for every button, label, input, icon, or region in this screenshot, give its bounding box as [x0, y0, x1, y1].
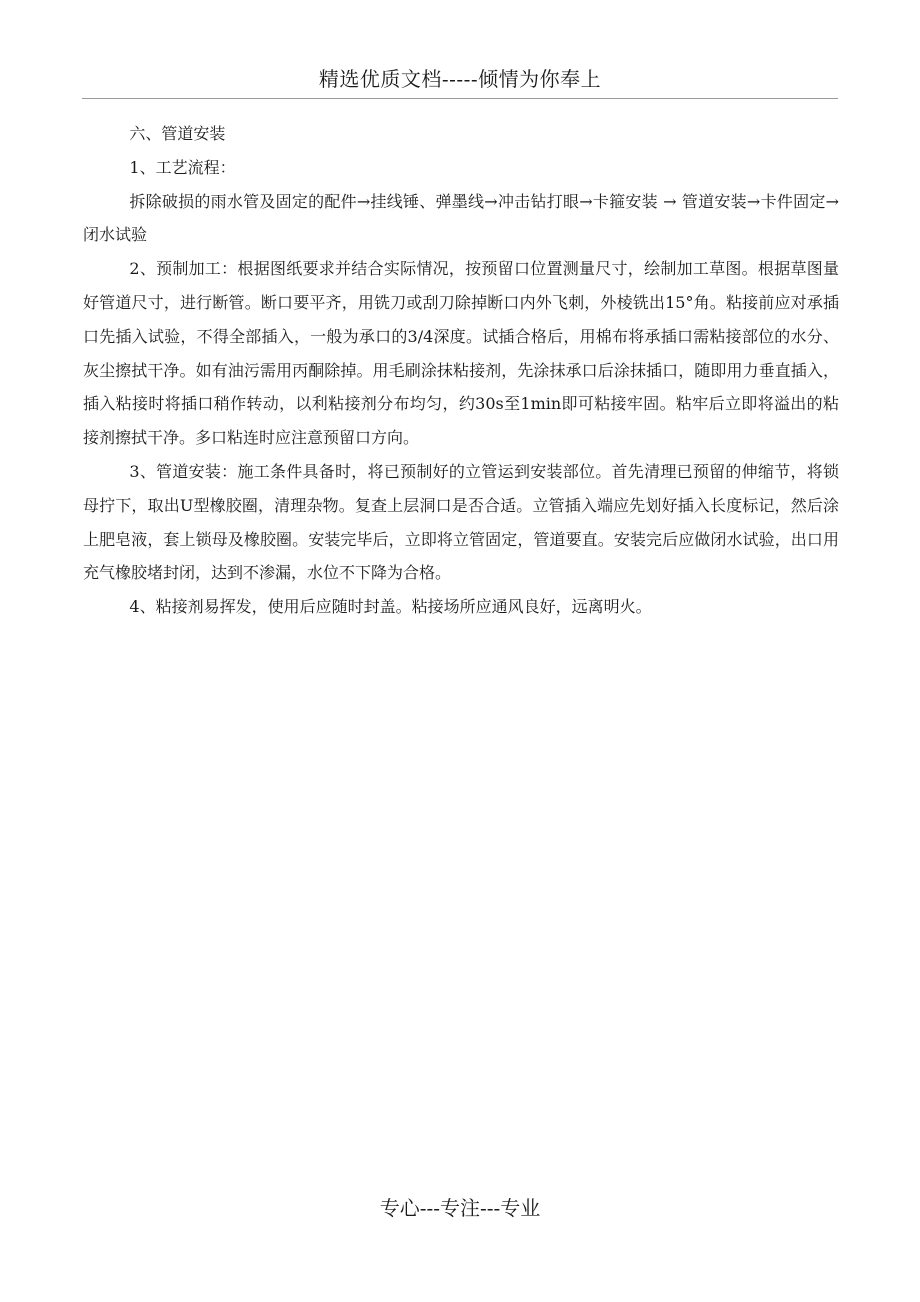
paragraph-pipe-installation: 3、管道安装：施工条件具备时，将已预制好的立管运到安装部位。首先清理已预留的伸缩节，将锁母拧下，取出U型橡胶圈，清理杂物。复查上层洞口是否合适。立管插入端应先划好插入长度标记，然后涂上肥皂液，套上锁母及橡胶圈。安装完毕后，立即将立管固定，管道要直。安装完后应做闭水试验，出口用充气橡胶堵封闭，达到不渗漏，水位不下降为合格。: [83, 461, 839, 583]
paragraph-prefabrication: 2、预制加工：根据图纸要求并结合实际情况，按预留口位置测量尺寸，绘制加工草图。根据草图量好管道尺寸，进行断管。断口要平齐，用铣刀或刮刀除掉断口内外飞刺，外棱铣出15°角。粘接前应对承插口先插入试验，不得全部插入，一般为承口的3/4深度。试插合格后，用棉布将承插口需粘接部位的水分、灰尘擦拭干净。如有油污需用丙酮除掉。用毛刷涂抹粘接剂，先涂抹承口后涂抹插口，随即用力垂直插入，插入粘接时将插口稍作转动，以利粘接剂分布均匀，约30s至1min即可粘接牢固。粘牢后立即将溢出的粘接剂擦拭干净。多口粘连时应注意预留口方向。: [83, 259, 839, 448]
page-header-title: 精选优质文档-----倾情为你奉上: [318, 67, 602, 91]
paragraph-adhesive-safety: 4、粘接剂易挥发，使用后应随时封盖。粘接场所应通风良好，远离明火。: [129, 597, 652, 617]
paragraph-process-label: 1、工艺流程：: [129, 157, 236, 177]
page-footer-text: 专心---专注---专业: [379, 1196, 541, 1220]
header-divider: [82, 98, 838, 99]
paragraph-process-flow: 拆除破损的雨水管及固定的配件→挂线锤、弹墨线→冲击钻打眼→卡箍安装 → 管道安装→卡件固定→闭水试验: [83, 191, 839, 245]
section-heading: 六、管道安装: [129, 124, 226, 143]
document-body: [83, 117, 839, 624]
